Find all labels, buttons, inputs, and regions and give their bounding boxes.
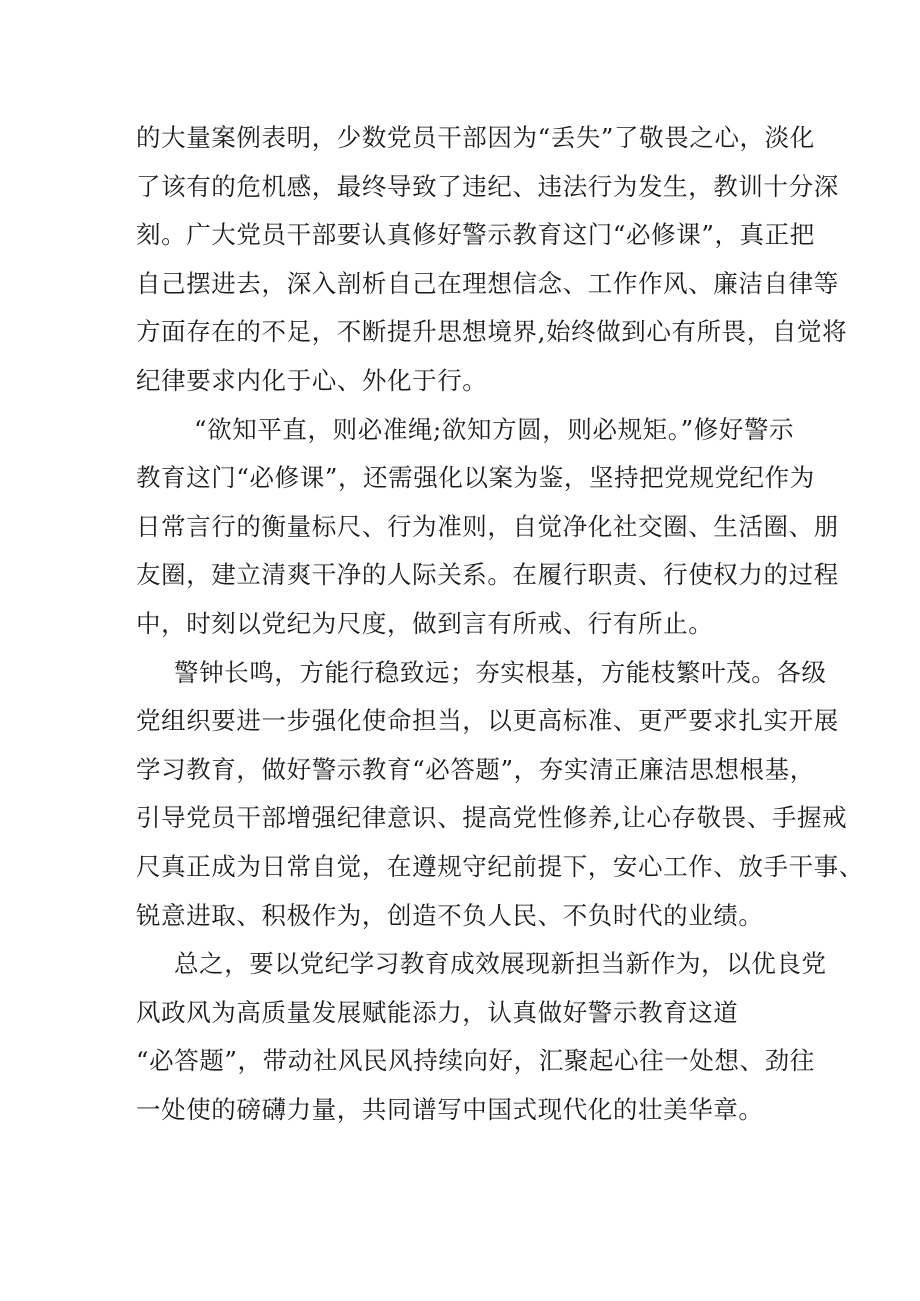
- text-line: 自己摆进去，深入剖析自己在理想信念、工作作风、廉洁自律等: [136, 268, 839, 298]
- text-line: 纪律要求内化于心、外化于行。: [136, 365, 488, 395]
- document-body: [136, 114, 864, 1134]
- text-line: “欲知平直，则必准绳;欲知方圆，则必规矩。”修好警示: [194, 414, 795, 444]
- text-line: 学习教育，做好警示教育“必答题”，夯实清正廉洁思想根基，: [136, 754, 815, 784]
- text-line: 警钟长鸣，方能行稳致远；夯实根基，方能枝繁叶茂。各级: [174, 657, 827, 687]
- text-line: 引导党员干部增强纪律意识、提高党性修养,让心存敬畏、手握戒: [136, 803, 848, 833]
- paragraph-3: [136, 649, 864, 941]
- text-line: 日常言行的衡量标尺、行为准则，自觉净化社交圈、生活圈、朋: [136, 511, 839, 541]
- text-line: 尺真正成为日常自觉，在遵规守纪前提下，安心工作、放手干事、: [136, 851, 864, 881]
- text-line: 一处使的磅礴力量，共同谱写中国式现代化的壮美华章。: [136, 1094, 764, 1124]
- text-line: 方面存在的不足，不断提升思想境界,始终做到心有所畏，自觉将: [136, 317, 848, 347]
- text-line: 教育这门“必修课”，还需强化以案为鉴，坚持把党规党纪作为: [136, 463, 815, 493]
- text-line: “必答题”，带动社风民风持续向好，汇聚起心往一处想、劲往: [136, 1046, 815, 1076]
- paragraph-2: [136, 406, 839, 649]
- text-line: 的大量案例表明，少数党员干部因为“丢失”了敬畏之心，淡化: [136, 123, 815, 152]
- text-line: 总之，要以党纪学习教育成效展现新担当新作为，以优良党: [174, 949, 827, 979]
- text-line: 党组织要进一步强化使命担当，以更高标准、更严要求扎实开展: [136, 706, 839, 736]
- text-line: 锐意进取、积极作为，创造不负人民、不负时代的业绩。: [136, 900, 764, 930]
- text-line: 中，时刻以党纪为尺度，做到言有所戒、行有所止。: [136, 608, 714, 638]
- paragraph-4: [136, 940, 827, 1134]
- text-line: 友圈，建立清爽干净的人际关系。在履行职责、行使权力的过程: [136, 560, 839, 590]
- text-line: 了该有的危机感，最终导致了违纪、违法行为发生，教训十分深: [136, 171, 839, 201]
- paragraph-1: [136, 114, 848, 406]
- text-line: 风政风为高质量发展赋能添力，认真做好警示教育这道: [136, 997, 739, 1027]
- text-line: 刻。广大党员干部要认真修好警示教育这门“必修课”，真正把: [136, 220, 815, 250]
